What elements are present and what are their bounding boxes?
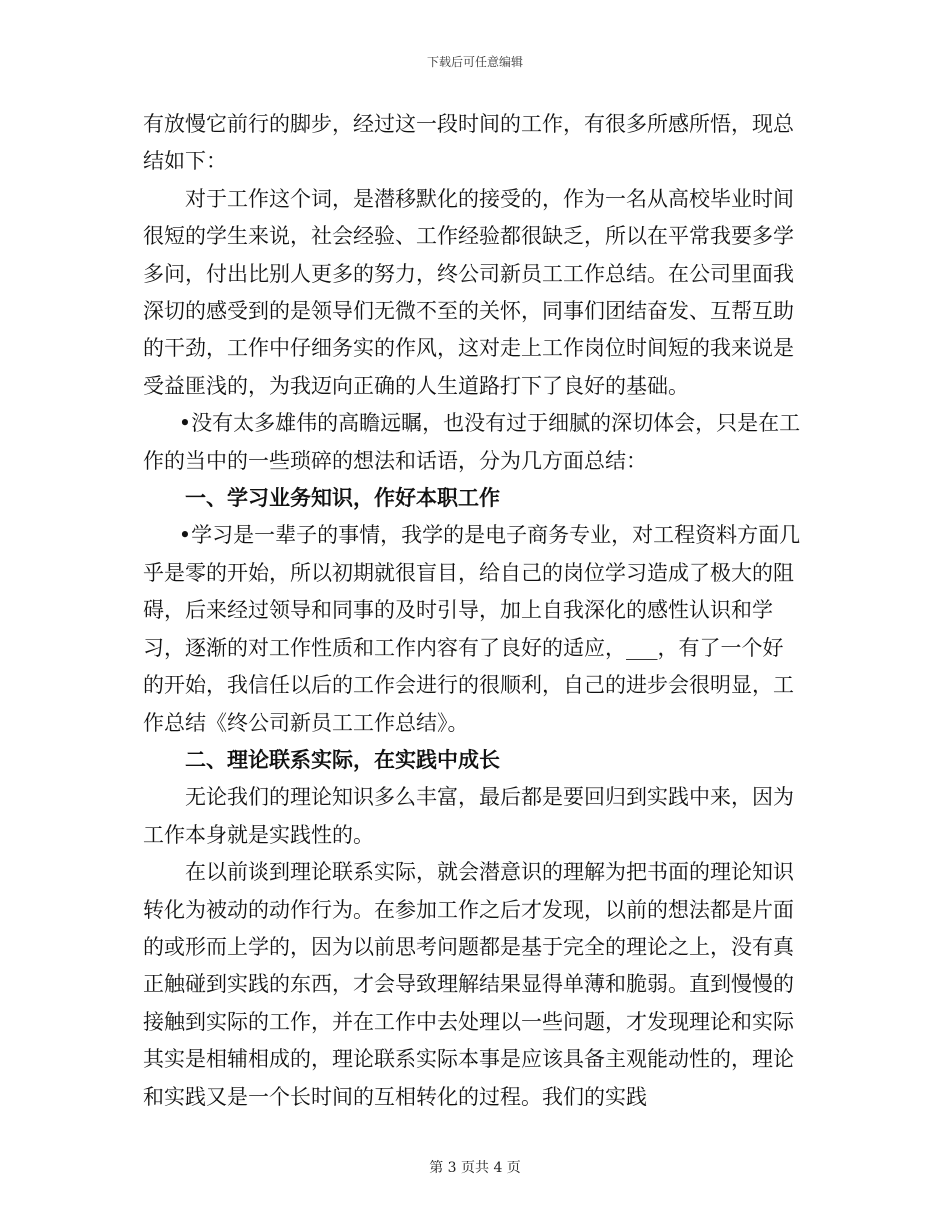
paragraph-practice-intro: 无论我们的理论知识多么丰富，最后都是要回归到实践中来，因为工作本身就是实践性的。	[143, 785, 794, 847]
paragraph-continuation: 有放慢它前行的脚步，经过这一段时间的工作，有很多所感所悟，现总结如下：	[143, 112, 794, 174]
section-heading-2: 二、理论联系实际，在实践中成长	[185, 747, 500, 772]
page-footer: 第 3 页共 4 页	[429, 1160, 521, 1176]
paragraph-theory-practice: 在以前谈到理论联系实际，就会潜意识的理解为把书面的理论知识转化为被动的动作行为。在参加工作之后才发现，以前的想法都是片面的或形而上学的，因为以前思考问题都是基于完全的理论之上，没有真正触碰到实践的东西，才会导致理解结果显得单薄和脆弱。直到慢慢的接触到实际的工作，并在工作中去处理以一些问题，才发现理论和实际其实是相辅相成的，理论联系实际本事是应该具备主观能动性的，理论和实践又是一个长时间的互相转化的过程。我们的实践	[143, 860, 794, 1109]
section-heading-1: 一、学习业务知识，作好本职工作	[185, 486, 500, 511]
document-body	[143, 106, 803, 1116]
page-header: 下载后可任意编辑	[426, 55, 523, 69]
paragraph-work-perception: 对于工作这个词，是潜移默化的接受的，作为一名从高校毕业时间很短的学生来说，社会经验、工作经验都很缺乏，所以在平常我要多学多问，付出比别人更多的努力，终公司新员工工作总结。在公司里面我深切的感受到的是领导们无微不至的关怀，同事们团结奋发、互帮互助的干劲，工作中仔细务实的作风，这对走上工作岗位时间短的我来说是受益匪浅的，为我迈向正确的人生道路打下了良好的基础。	[143, 186, 794, 398]
paragraph-learning: •学习是一辈子的事情，我学的是电子商务专业，对工程资料方面几乎是零的开始，所以初期就很盲目，给自己的岗位学习造成了极大的阻碍，后来经过领导和同事的及时引导，加上自我深化的感性认识和学习，逐渐的对工作性质和工作内容有了良好的适应，___，有了一个好的开始，我信任以后的工作会进行的很顺利，自己的进步会很明显，工作总结《终公司新员工工作总结》。	[143, 523, 801, 735]
paragraph-summary-intro: •没有太多雄伟的高瞻远瞩，也没有过于细腻的深切体会，只是在工作的当中的一些琐碎的想法和话语，分为几方面总结：	[143, 411, 801, 473]
